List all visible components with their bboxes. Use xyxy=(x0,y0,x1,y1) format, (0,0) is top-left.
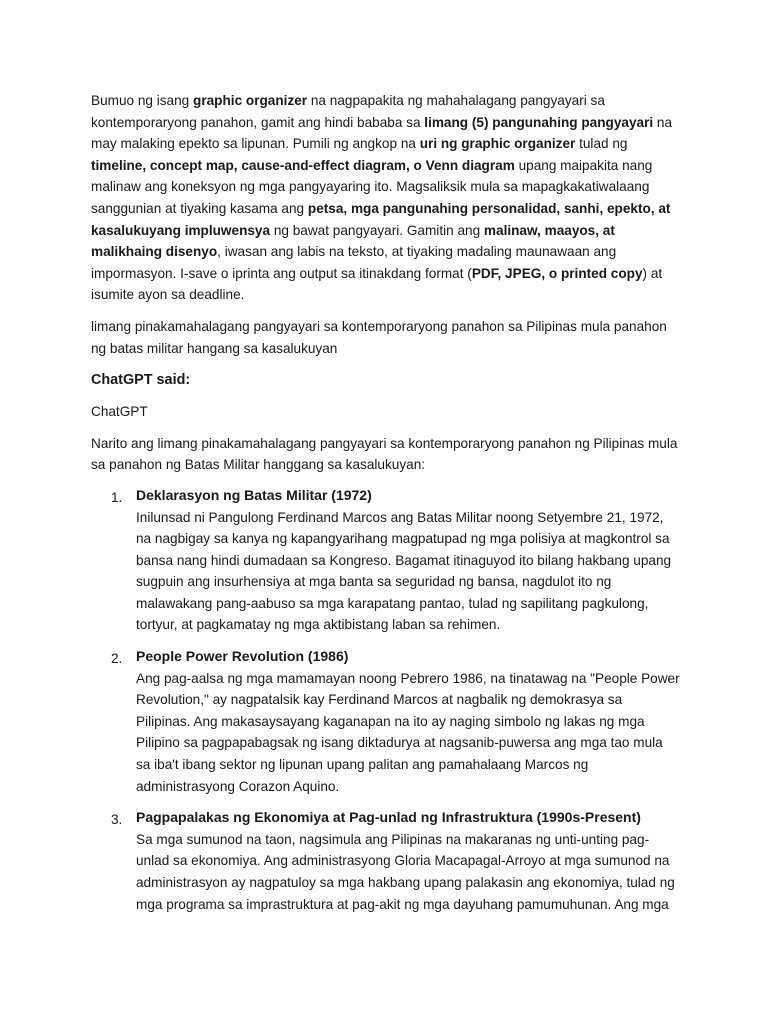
prompt-text: na may malaking epekto sa lipunan. Pumili ng angkop na xyxy=(91,114,673,152)
prompt-text: tulad ng xyxy=(575,136,628,152)
prompt-text: ) at isumite ayon sa deadline. xyxy=(91,265,663,303)
intro-paragraph: Narito ang limang pinakamahalagang pangyayari sa kontemporaryong panahon ng Pilipinas mula sa panahon ng Batas Militar hanggang sa kasalukuyan: xyxy=(91,435,678,473)
prompt-text: ng bawat pangyayari. Gamitin ang xyxy=(270,222,484,238)
event-title: Pagpapalakas ng Ekonomiya at Pag-unlad ng Infrastruktura (1990s-Present) xyxy=(136,809,641,826)
events-list xyxy=(91,485,680,915)
topic-paragraph: limang pinakamahalagang pangyayari sa kontemporaryong panahon sa Pilipinas mula panahon ng batas militar hangang sa kasalukuyan xyxy=(91,318,667,356)
list-item-number: 1. xyxy=(111,489,123,505)
prompt-emphasis: limang (5) pangunahing pangyayari xyxy=(424,114,654,130)
list-item xyxy=(91,485,680,636)
event-body: Ang pag-aalsa ng mga mamamayan noong Pebrero 1986, na tinatawag na "People Power Revolution," ay nagpatalsik kay Ferdinand Marcos at nagbalik ng demokrasya sa Pilipinas. Ang makasaysayang kaganapan na ito ay naging simbolo ng lakas ng mga Pilipino sa pagpapabagsak ng isang diktadurya at nagsanib-puwersa ang mga tao mula sa iba't ibang sektor ng lipunan upang palitan ang pamahalaang Marcos ng administrasyong Corazon Aquino. xyxy=(136,670,680,794)
prompt-emphasis: petsa, mga pangunahing personalidad, sanhi, epekto, at kasalukuyang impluwensya xyxy=(91,200,671,238)
list-item-number: 2. xyxy=(111,651,123,667)
prompt-text: na nagpapakita ng mahahalagang pangyayari sa kontemporaryong panahon, gamit ang hindi bababa sa xyxy=(91,93,605,130)
event-body: Sa mga sumunod na taon, nagsimula ang Pilipinas na makaranas ng unti-unting pag-unlad sa ekonomiya. Ang administrasyong Gloria Macapagal-Arroyo at mga sumunod na administrasyon ay nagpatuloy sa mga hakbang upang palakasin ang ekonomiya, tulad ng mga programa sa imprastruktura at pag-akit ng mga dayuhang pamumuhunan. Ang mga xyxy=(136,831,675,912)
prompt-emphasis: timeline, concept map, cause-and-effect diagram, o Venn diagram xyxy=(91,157,515,173)
list-item-number: 3. xyxy=(111,812,123,828)
list-item xyxy=(91,646,680,797)
prompt-emphasis: malinaw, maayos, at malikhaing disenyo xyxy=(91,222,615,260)
event-body: Inilunsad ni Pangulong Ferdinand Marcos ang Batas Militar noong Setyembre 21, 1972, na nagbigay sa kanya ng kapangyarihang magpatupad ng mga polisiya at magkontrol sa bansa nang hindi dumadaan sa Kongreso. Bagamat itinaguyod ito bilang hakbang upang sugpuin ang insurhensiya at mga banta sa seguridad ng bansa, nagdulot ito ng malawakang pang-aabuso sa mga karapatang pantao, tulad ng sapilitang pagkulong, tortyur, at pagkamatay ng mga aktibistang laban sa rehimen. xyxy=(136,509,672,633)
prompt-emphasis: graphic organizer xyxy=(193,93,308,108)
prompt-text: , iwasan ang labis na teksto, at tiyaking madaling maunawaan ang impormasyon. I-save o iprinta ang output sa itinakdang format ( xyxy=(91,244,617,281)
prompt-emphasis: PDF, JPEG, o printed copy xyxy=(471,265,643,281)
assistant-name-label: ChatGPT xyxy=(91,404,148,420)
prompt-paragraph xyxy=(91,90,680,306)
event-title: Deklarasyon ng Batas Militar (1972) xyxy=(136,486,372,503)
chatgpt-said-heading: ChatGPT said: xyxy=(91,372,191,389)
prompt-emphasis: uri ng graphic organizer xyxy=(419,136,576,152)
prompt-text: upang maipakita nang malinaw ang koneksyon ng mga pangyayaring ito. Magsaliksik mula sa mapagkakatiwalaang sanggunian at tiyaking kasama ang xyxy=(91,157,653,216)
list-item xyxy=(91,807,680,915)
event-title: People Power Revolution (1986) xyxy=(136,648,349,665)
prompt-text: Bumuo ng isang xyxy=(91,93,194,108)
